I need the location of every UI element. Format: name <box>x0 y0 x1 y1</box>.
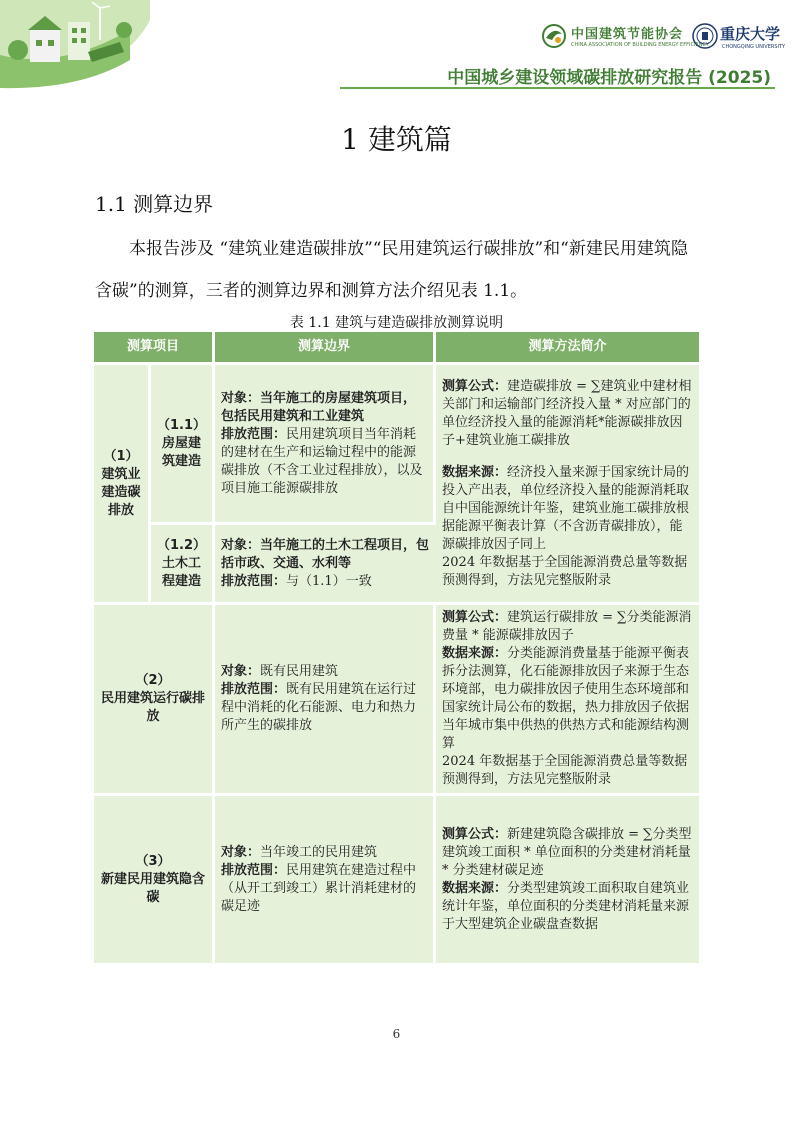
group2-label <box>94 605 215 796</box>
scope-label: 排放范围： <box>221 862 287 878</box>
formula-label: 测算公式： <box>442 826 508 842</box>
object-label: 对象： <box>221 537 261 553</box>
org-name-en: CHINA ASSOCIATION OF BUILDING ENERGY EFFICIENCY <box>571 42 709 48</box>
header-project: 测算项目 <box>94 332 215 365</box>
sub1-label <box>151 365 215 525</box>
sub2-boundary <box>215 525 436 605</box>
formula-text: 新建建筑隐含碳排放 = ∑分类型建筑竣工面积 * 单位面积的分类建材消耗量 * 分类建材碳足迹 <box>442 826 692 878</box>
scope-label: 排放范围： <box>221 682 287 697</box>
group3-method <box>436 796 699 966</box>
group1-method <box>436 365 699 605</box>
group2-name: 民用建筑运行碳排放 <box>101 691 206 724</box>
group3-label <box>94 796 215 966</box>
scope-label: 排放范围： <box>221 426 287 442</box>
sub2-num: （1.2） <box>156 537 207 553</box>
table-row <box>94 605 699 796</box>
formula-text: 建造碳排放 = ∑建筑业中建材相关部门和运输部门经济投入量 * 对应部门的单位经济投入量的能源消耗*能源碳排放因子+建筑业施工碳排放 <box>442 378 692 448</box>
object-text: 当年施工的房屋建筑项目，包括民用建筑和工业建筑 <box>221 390 417 424</box>
source-label: 数据来源： <box>442 646 508 661</box>
university-name-en: CHONGQING UNIVERSITY <box>722 44 786 50</box>
cqu-logo <box>692 22 786 54</box>
group3-boundary <box>215 796 436 966</box>
header-method: 测算方法简介 <box>436 332 699 365</box>
source-label: 数据来源： <box>442 880 508 896</box>
header-boundary: 测算边界 <box>215 332 436 365</box>
object-label: 对象： <box>221 844 261 860</box>
scope-text: 民用建筑在建造过程中（从开工到竣工）累计消耗建材的碳足迹 <box>221 862 417 914</box>
table-caption: 表 1.1 建筑与建造碳排放测算说明 <box>289 315 504 331</box>
report-title: 中国城乡建设领域碳排放研究报告 (2025) <box>447 68 771 88</box>
scope-text: 与（1.1）一致 <box>286 573 372 589</box>
university-name: 重庆大学 <box>720 25 781 43</box>
group3-name: 新建民用建筑隐含碳 <box>101 871 206 905</box>
header-logos <box>540 22 786 54</box>
table-header-row <box>94 332 699 365</box>
group1-num: （1） <box>103 448 139 464</box>
chapter-title: 1 建筑篇 <box>341 123 452 156</box>
scope-text: 既有民用建筑在运行过程中消耗的化石能源、电力和热力所产生的碳排放 <box>221 682 417 733</box>
sub2-name: 土木工程建造 <box>161 555 201 589</box>
sub1-boundary <box>215 365 436 525</box>
object-text: 当年竣工的民用建筑 <box>260 844 378 860</box>
group2-num: （2） <box>135 673 171 688</box>
table-row <box>94 796 699 966</box>
university-seal-icon <box>692 23 718 49</box>
sub1-num: （1.1） <box>156 417 207 433</box>
group3-num: （3） <box>135 853 171 869</box>
source-text: 经济投入量来源于国家统计局的投入产出表，单位经济投入量的能源消耗取自中国能源统计年鉴，建筑业施工碳排放根据能源平衡表计算（不含沥青碳排放），能源碳排放因子同上 <box>442 464 690 552</box>
section-title: 1.1 测算边界 <box>95 192 214 216</box>
object-text: 既有民用建筑 <box>260 664 339 679</box>
group2-method <box>436 605 699 796</box>
object-text: 当年施工的土木工程项目，包括市政、交通、水利等 <box>221 537 430 571</box>
forecast-note: 2024 年数据基于全国能源消费总量等数据预测得到，方法见完整版附录 <box>442 554 688 588</box>
source-text: 分类能源消费量基于能源平衡表拆分法测算，化石能源排放因子来源于生态环境部，电力碳排放因子使用生态环境部和国家统计局公布的数据，热力排放因子依据当年城市集中供热的供热方式和能源结构测算 <box>442 646 690 751</box>
object-label: 对象： <box>221 664 261 679</box>
header-divider <box>340 87 775 89</box>
source-label: 数据来源： <box>442 464 508 480</box>
measurement-table <box>94 332 699 966</box>
page-number: 6 <box>392 1027 401 1041</box>
group1-name: 建筑业建造碳排放 <box>101 466 141 518</box>
forecast-note: 2024 年数据基于全国能源消费总量等数据预测得到，方法见完整版附录 <box>442 754 688 787</box>
formula-label: 测算公式： <box>442 610 508 625</box>
cabee-mark-icon <box>540 24 568 50</box>
intro-paragraph: 本报告涉及 “建筑业建造碳排放”“民用建筑运行碳排放”和“新建民用建筑隐含碳”的测算，三者的测算边界和测算方法介绍见表 1.1。 <box>95 239 688 301</box>
object-label: 对象： <box>221 390 261 406</box>
formula-label: 测算公式： <box>442 378 508 394</box>
cabee-logo <box>540 22 709 54</box>
scope-text: 民用建筑项目当年消耗的建材在生产和运输过程中的能源碳排放（不含工业过程排放），以及项目施工能源碳排放 <box>221 426 423 496</box>
formula-text: 建筑运行碳排放 = ∑分类能源消费量 * 能源碳排放因子 <box>442 610 692 643</box>
group2-boundary <box>215 605 436 796</box>
group1-label <box>94 365 151 605</box>
source-text: 分类型建筑竣工面积取自建筑业统计年鉴，单位面积的分类建材消耗量来源于大型建筑企业碳盘查数据 <box>442 880 690 932</box>
org-name-cn: 中国建筑节能协会 <box>571 27 684 42</box>
green-city-illustration <box>0 0 150 95</box>
sub1-name: 房屋建筑建造 <box>161 435 201 469</box>
scope-label: 排放范围： <box>221 573 287 589</box>
table-row <box>94 365 699 525</box>
sub2-label <box>151 525 215 605</box>
